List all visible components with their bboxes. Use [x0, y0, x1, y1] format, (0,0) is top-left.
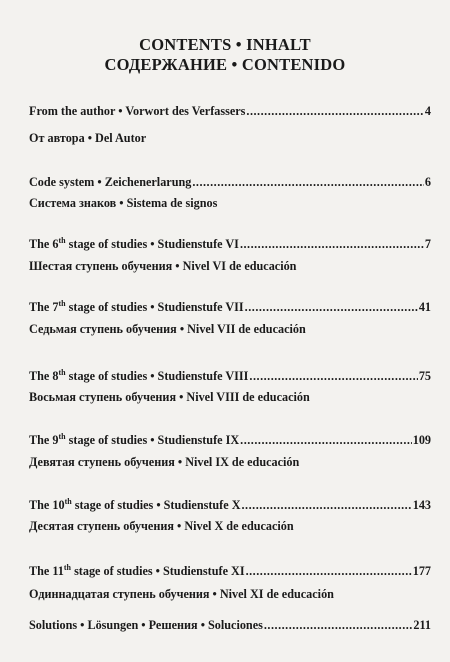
- toc-entry-stage-11[interactable]: [29, 564, 431, 579]
- toc-entry-from-the-author[interactable]: [29, 104, 431, 119]
- dot-leader: [246, 564, 412, 579]
- toc-entry-label: The 7th stage of studies • Studienstufe VII: [29, 298, 244, 314]
- toc-entry-label: Solutions • Lösungen • Решения • Soluciones: [29, 618, 263, 632]
- dot-leader: [240, 433, 412, 448]
- toc-entry-subtitle: Девятая ступень обучения • Nivel IX de educación: [29, 455, 300, 469]
- contents-title-line1: CONTENTS • INHALT: [139, 35, 311, 54]
- toc-page-number: 41: [418, 300, 431, 314]
- toc-entry-label: The 6th stage of studies • Studienstufe VI: [29, 235, 239, 251]
- toc-entry-subtitle: Восьмая ступень обучения • Nivel VIII de educación: [29, 390, 310, 404]
- dot-leader: [245, 300, 418, 315]
- toc-entry-stage-9[interactable]: [29, 433, 431, 448]
- toc-entry-stage-10[interactable]: [29, 498, 431, 513]
- dot-leader: [246, 104, 424, 119]
- toc-page-number: 143: [412, 498, 431, 512]
- toc-entry-label: The 10th stage of studies • Studienstufe X: [29, 496, 241, 512]
- toc-page-number: 177: [412, 564, 431, 578]
- toc-entry-code-system[interactable]: [29, 175, 431, 190]
- toc-entry-subtitle: От автора • Del Autor: [29, 131, 147, 145]
- toc-entry-solutions[interactable]: [29, 618, 431, 633]
- toc-entry-subtitle: Система знаков • Sistema de signos: [29, 196, 218, 210]
- dot-leader: [264, 618, 413, 633]
- toc-entry-stage-7[interactable]: [29, 300, 431, 315]
- dot-leader: [242, 498, 412, 513]
- toc-entry-label: Code system • Zeichenerlarung: [29, 175, 192, 189]
- toc-entry-label: From the author • Vorwort des Verfassers: [29, 104, 246, 118]
- toc-page-number: 4: [424, 104, 431, 118]
- toc-page-number: 6: [424, 175, 431, 189]
- toc-page-number: 211: [413, 618, 431, 632]
- dot-leader: [240, 237, 424, 252]
- toc-entry-subtitle: Шестая ступень обучения • Nivel VI de educación: [29, 259, 297, 273]
- toc-entry-subtitle: Седьмая ступень обучения • Nivel VII de educación: [29, 322, 306, 336]
- toc-page-number: 109: [412, 433, 431, 447]
- dot-leader: [249, 369, 417, 384]
- toc-entry-label: The 11th stage of studies • Studienstufe XI: [29, 562, 245, 578]
- toc-entry-subtitle: Одиннадцатая ступень обучения • Nivel XI de educación: [29, 587, 334, 601]
- toc-page-number: 75: [418, 369, 431, 383]
- toc-entry-stage-6[interactable]: [29, 237, 431, 252]
- toc-page-number: 7: [424, 237, 431, 251]
- dot-leader: [192, 175, 424, 190]
- contents-title-line2: СОДЕРЖАНИЕ • CONTENIDO: [104, 55, 346, 74]
- toc-entry-label: The 9th stage of studies • Studienstufe IX: [29, 431, 240, 447]
- toc-entry-stage-8[interactable]: [29, 369, 431, 384]
- toc-entry-subtitle: Десятая ступень обучения • Nivel X de educación: [29, 519, 294, 533]
- toc-entry-label: The 8th stage of studies • Studienstufe VIII: [29, 367, 249, 383]
